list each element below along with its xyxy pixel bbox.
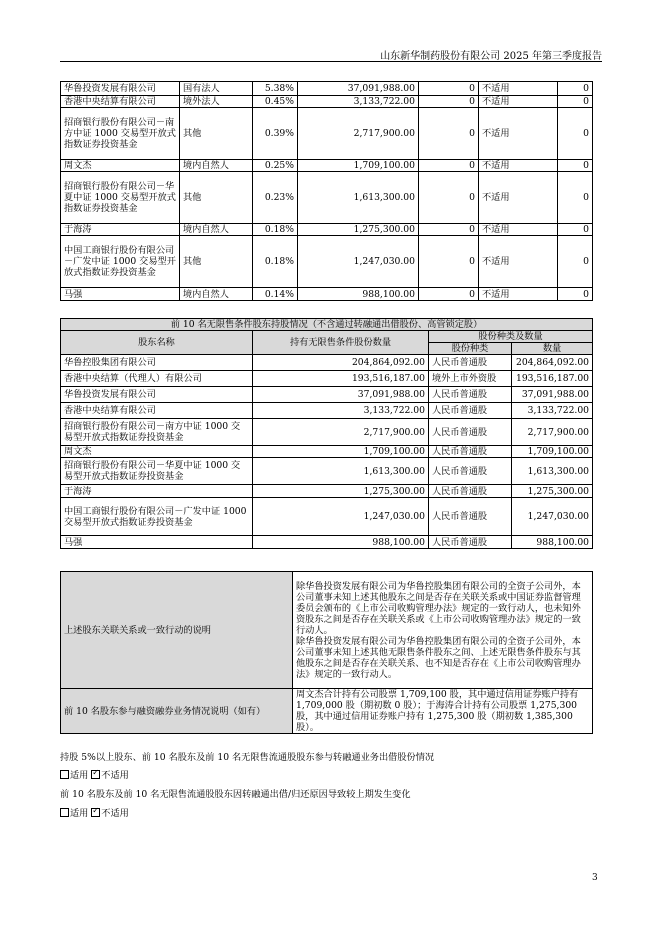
holder-pledge-status: 不适用 bbox=[479, 160, 558, 172]
holder-name: 招商银行股份有限公司－华夏中证 1000 交易型开放式指数证券投资基金 bbox=[61, 172, 180, 224]
holder-nature: 其他 bbox=[180, 172, 253, 224]
table-row bbox=[61, 160, 593, 172]
unrestricted-shares: 3,133,722.00 bbox=[253, 403, 429, 419]
holder-restricted-shares: 0 bbox=[419, 82, 479, 96]
holder-percentage: 0.18% bbox=[253, 236, 298, 288]
margin-label: 前 10 名股东参与融资融券业务情况说明（如有） bbox=[61, 689, 293, 734]
unrestricted-shares: 1,247,030.00 bbox=[253, 498, 429, 536]
holder-percentage: 0.18% bbox=[253, 224, 298, 236]
relation-text-2: 除华鲁投资发展有限公司为华鲁控股集团有限公司的全资子公司外，本公司董事未知上述其他无限售条件股东之间、上述无限售条件股东与其他股东之间是否存在关联关系、也不知是否存在《上市公司收购管理办法》规定的一致行动人。 bbox=[296, 635, 581, 680]
col-header-shares: 持有无限售条件股份数量 bbox=[253, 331, 429, 355]
holder-restricted-shares: 0 bbox=[419, 236, 479, 288]
holder-pledge-count: 0 bbox=[558, 96, 593, 108]
unrestricted-shares: 204,864,092.00 bbox=[253, 355, 429, 371]
holder-pledge-status: 不适用 bbox=[479, 82, 558, 96]
holder-pledge-count: 0 bbox=[558, 236, 593, 288]
table-row bbox=[61, 536, 593, 549]
holder-percentage: 0.14% bbox=[253, 288, 298, 301]
unrestricted-holder-name: 周文杰 bbox=[61, 446, 253, 458]
holder-nature: 境外法人 bbox=[180, 96, 253, 108]
holder-restricted-shares: 0 bbox=[419, 288, 479, 301]
holder-pledge-status: 不适用 bbox=[479, 108, 558, 160]
holder-percentage: 0.39% bbox=[253, 108, 298, 160]
col-header-name: 股东名称 bbox=[61, 331, 253, 355]
page-header: 山东新华制药股份有限公司 2025 年第三季度报告 bbox=[380, 51, 602, 62]
holder-restricted-shares: 0 bbox=[419, 108, 479, 160]
unrestricted-shareholders-table bbox=[60, 318, 593, 549]
table-row bbox=[61, 96, 593, 108]
share-type: 人民币普通股 bbox=[429, 485, 512, 498]
share-quantity: 1,247,030.00 bbox=[512, 498, 593, 536]
unrestricted-table-title: 前 10 名无限售条件股东持股情况（不含通过转融通出借股份、高管锁定股） bbox=[61, 319, 593, 331]
share-quantity: 193,516,187.00 bbox=[512, 371, 593, 387]
checkbox-unchecked-icon bbox=[60, 770, 69, 779]
unrestricted-holder-name: 于海涛 bbox=[61, 485, 253, 498]
unrestricted-shares: 1,275,300.00 bbox=[253, 485, 429, 498]
relation-text bbox=[293, 572, 593, 689]
holder-pledge-count: 0 bbox=[558, 82, 593, 96]
share-type: 人民币普通股 bbox=[429, 403, 512, 419]
table-row bbox=[61, 355, 593, 371]
unrestricted-shares: 988,100.00 bbox=[253, 536, 429, 549]
relation-label: 上述股东关联关系或一致行动的说明 bbox=[61, 572, 293, 689]
holder-pledge-status: 不适用 bbox=[479, 224, 558, 236]
header-rule bbox=[60, 61, 602, 62]
table-row bbox=[61, 485, 593, 498]
holder-nature: 境内自然人 bbox=[180, 160, 253, 172]
relation-text-1: 除华鲁投资发展有限公司为华鲁控股集团有限公司的全资子公司外，本公司董事未知上述其他股东之间是否存在关联关系或中国证券监督管理委员会颁布的《上市公司收购管理办法》规定的一致行动人，也未知外资股东之间是否存在关联关系或《上市公司收购管理办法》规定的一致行动人。 bbox=[296, 580, 581, 636]
table-row bbox=[61, 498, 593, 536]
unrestricted-holder-name: 招商银行股份有限公司－华夏中证 1000 交易型开放式指数证券投资基金 bbox=[61, 458, 253, 485]
holder-name: 于海涛 bbox=[61, 224, 180, 236]
share-quantity: 37,091,988.00 bbox=[512, 387, 593, 403]
share-quantity: 988,100.00 bbox=[512, 536, 593, 549]
footnote-lending: 持股 5%以上股东、前 10 名股东及前 10 名无限售流通股股东参与转融通业务出借股份情况 bbox=[60, 752, 435, 763]
top-shareholders-table bbox=[60, 81, 593, 301]
holder-nature: 其他 bbox=[180, 236, 253, 288]
table-row bbox=[61, 224, 593, 236]
holder-pledge-status: 不适用 bbox=[479, 236, 558, 288]
holder-restricted-shares: 0 bbox=[419, 172, 479, 224]
table-row bbox=[61, 172, 593, 224]
holder-shares: 1,709,100.00 bbox=[298, 160, 419, 172]
option-not-applicable: 不适用 bbox=[101, 770, 129, 781]
holder-name: 马强 bbox=[61, 288, 180, 301]
option-applicable: 适用 bbox=[70, 770, 89, 781]
share-quantity: 3,133,722.00 bbox=[512, 403, 593, 419]
option-applicable: 适用 bbox=[70, 808, 89, 819]
holder-pledge-status: 不适用 bbox=[479, 96, 558, 108]
unrestricted-shares: 1,613,300.00 bbox=[253, 458, 429, 485]
holder-shares: 3,133,722.00 bbox=[298, 96, 419, 108]
share-quantity: 204,864,092.00 bbox=[512, 355, 593, 371]
table-row bbox=[61, 108, 593, 160]
holder-pledge-count: 0 bbox=[558, 108, 593, 160]
table-row bbox=[61, 288, 593, 301]
checkbox-checked-icon bbox=[91, 808, 100, 817]
holder-pledge-count: 0 bbox=[558, 288, 593, 301]
unrestricted-shares: 193,516,187.00 bbox=[253, 371, 429, 387]
holder-restricted-shares: 0 bbox=[419, 160, 479, 172]
holder-name: 香港中央结算有限公司 bbox=[61, 96, 180, 108]
holder-pledge-count: 0 bbox=[558, 224, 593, 236]
checkbox-checked-icon bbox=[91, 770, 100, 779]
share-type: 人民币普通股 bbox=[429, 536, 512, 549]
holder-pledge-count: 0 bbox=[558, 172, 593, 224]
holder-nature: 境内自然人 bbox=[180, 288, 253, 301]
unrestricted-holder-name: 华鲁投资发展有限公司 bbox=[61, 387, 253, 403]
margin-text: 周文杰合计持有公司股票 1,709,100 股，其中通过信用证券账户持有 1,709,000 股（期初数 0 股）；于海涛合计持有公司股票 1,275,300 股，其中通过信用证券账户持有 1,275,300 股（期初数 1,385,300 股）。 bbox=[293, 689, 593, 734]
unrestricted-holder-name: 香港中央结算有限公司 bbox=[61, 403, 253, 419]
share-quantity: 1,275,300.00 bbox=[512, 485, 593, 498]
unrestricted-holder-name: 华鲁控股集团有限公司 bbox=[61, 355, 253, 371]
option-not-applicable: 不适用 bbox=[101, 808, 129, 819]
holder-nature: 境内自然人 bbox=[180, 224, 253, 236]
share-quantity: 1,709,100.00 bbox=[512, 446, 593, 458]
holder-pledge-status: 不适用 bbox=[479, 288, 558, 301]
share-type: 人民币普通股 bbox=[429, 387, 512, 403]
lending-options bbox=[60, 767, 129, 781]
unrestricted-shares: 1,709,100.00 bbox=[253, 446, 429, 458]
holder-percentage: 0.25% bbox=[253, 160, 298, 172]
table-row bbox=[61, 419, 593, 446]
share-quantity: 1,613,300.00 bbox=[512, 458, 593, 485]
holder-name: 华鲁投资发展有限公司 bbox=[61, 82, 180, 96]
holder-shares: 1,275,300.00 bbox=[298, 224, 419, 236]
holder-restricted-shares: 0 bbox=[419, 96, 479, 108]
share-type: 人民币普通股 bbox=[429, 446, 512, 458]
share-type: 境外上市外资股 bbox=[429, 371, 512, 387]
unrestricted-holder-name: 招商银行股份有限公司－南方中证 1000 交易型开放式指数证券投资基金 bbox=[61, 419, 253, 446]
holder-shares: 37,091,988.00 bbox=[298, 82, 419, 96]
holder-name: 周文杰 bbox=[61, 160, 180, 172]
share-type: 人民币普通股 bbox=[429, 355, 512, 371]
holder-percentage: 5.38% bbox=[253, 82, 298, 96]
holder-shares: 2,717,900.00 bbox=[298, 108, 419, 160]
holder-percentage: 0.45% bbox=[253, 96, 298, 108]
share-type: 人民币普通股 bbox=[429, 498, 512, 536]
page-number: 3 bbox=[592, 873, 598, 883]
col-header-type: 股份种类 bbox=[429, 343, 512, 355]
share-type: 人民币普通股 bbox=[429, 458, 512, 485]
holder-name: 招商银行股份有限公司－南方中证 1000 交易型开放式指数证券投资基金 bbox=[61, 108, 180, 160]
share-quantity: 2,717,900.00 bbox=[512, 419, 593, 446]
unrestricted-holder-name: 香港中央结算（代理人）有限公司 bbox=[61, 371, 253, 387]
holder-pledge-count: 0 bbox=[558, 160, 593, 172]
footnote-change: 前 10 名股东及前 10 名无限售流通股股东因转融通出借/归还原因导致较上期发生变化 bbox=[60, 789, 411, 800]
table-row bbox=[61, 458, 593, 485]
holder-nature: 其他 bbox=[180, 108, 253, 160]
unrestricted-holder-name: 马强 bbox=[61, 536, 253, 549]
holder-shares: 988,100.00 bbox=[298, 288, 419, 301]
change-options bbox=[60, 805, 129, 819]
col-header-qty: 数量 bbox=[512, 343, 593, 355]
checkbox-unchecked-icon bbox=[60, 808, 69, 817]
unrestricted-shares: 2,717,900.00 bbox=[253, 419, 429, 446]
table-row bbox=[61, 387, 593, 403]
holder-shares: 1,613,300.00 bbox=[298, 172, 419, 224]
holder-shares: 1,247,030.00 bbox=[298, 236, 419, 288]
unrestricted-shares: 37,091,988.00 bbox=[253, 387, 429, 403]
holder-restricted-shares: 0 bbox=[419, 224, 479, 236]
holder-percentage: 0.23% bbox=[253, 172, 298, 224]
table-row bbox=[61, 403, 593, 419]
share-type: 人民币普通股 bbox=[429, 419, 512, 446]
table-row bbox=[61, 371, 593, 387]
table-row bbox=[61, 446, 593, 458]
holder-name: 中国工商银行股份有限公司－广发中证 1000 交易型开放式指数证券投资基金 bbox=[61, 236, 180, 288]
holder-pledge-status: 不适用 bbox=[479, 172, 558, 224]
table-row bbox=[61, 236, 593, 288]
notes-table bbox=[60, 571, 593, 734]
unrestricted-holder-name: 中国工商银行股份有限公司－广发中证 1000 交易型开放式指数证券投资基金 bbox=[61, 498, 253, 536]
table-row bbox=[61, 82, 593, 96]
holder-nature: 国有法人 bbox=[180, 82, 253, 96]
col-header-type-group: 股份种类及数量 bbox=[429, 331, 593, 343]
